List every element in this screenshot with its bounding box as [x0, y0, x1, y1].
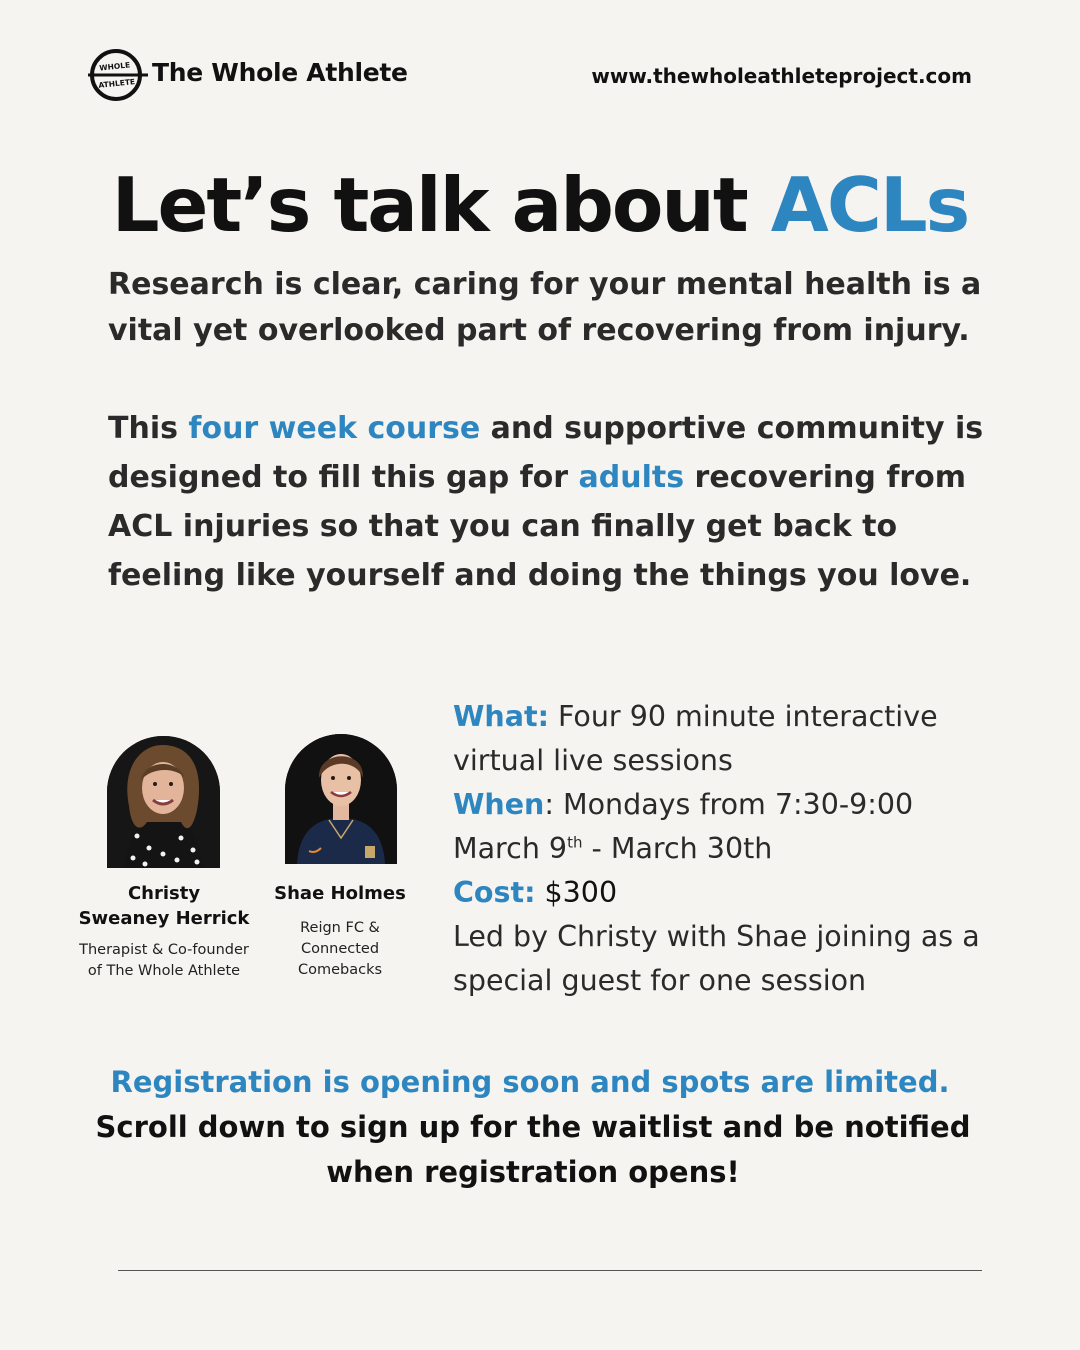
dates-end: - March 30th — [582, 832, 773, 865]
shae-name: Shae Holmes — [274, 883, 406, 904]
brand-name: The Whole Athlete — [152, 58, 408, 87]
waitlist-notice — [0, 1105, 1066, 1195]
shae-photo — [285, 734, 397, 864]
shae-role-line1: Reign FC & — [300, 920, 380, 936]
christy-role — [70, 940, 258, 982]
what-row — [453, 695, 1013, 783]
course-details — [453, 695, 1013, 1003]
dates-row — [453, 827, 1013, 871]
desc-highlight-adults: adults — [578, 460, 685, 495]
waitlist-line1: Scroll down to sign up for the waitlist and be notified — [95, 1110, 971, 1144]
what-label: What: — [453, 700, 549, 733]
christy-role-line2: of The Whole Athlete — [87, 963, 241, 979]
desc-highlight-course: four week course — [188, 411, 481, 446]
shae-role — [270, 918, 410, 981]
christy-role-line1: Therapist & Co-founder — [79, 942, 249, 958]
cost-value: $300 — [535, 876, 618, 909]
waitlist-line2: when registration opens! — [326, 1155, 740, 1189]
registration-notice: Registration is opening soon and spots are limited. — [110, 1065, 950, 1099]
christy-name — [74, 881, 254, 931]
led-by: Led by Christy with Shae joining as a special guest for one session — [453, 920, 980, 997]
title-highlight: ACLs — [770, 161, 969, 249]
when-label: When — [453, 788, 545, 821]
when-row — [453, 783, 1013, 827]
course-description — [108, 404, 998, 600]
christy-name-line1: Christy — [127, 883, 201, 904]
cost-row — [453, 871, 1013, 915]
shae-role-line2: Connected — [300, 941, 380, 957]
dates-sup: th — [567, 833, 583, 852]
desc-part2: and supportive community is designed to fill this gap for — [108, 411, 984, 495]
cost-label: Cost: — [453, 876, 536, 909]
logo-text-top: WHOLE — [98, 60, 131, 73]
whole-athlete-logo — [84, 45, 148, 103]
website-link[interactable]: www.thewholeathleteproject.com — [591, 64, 972, 88]
title-prefix: Let’s talk about — [111, 161, 771, 249]
page-title — [0, 160, 1080, 250]
desc-part1: This — [108, 411, 189, 446]
divider — [118, 1270, 982, 1271]
desc-part3: recovering from ACL injuries so that you can finally get back to feeling like yourself and doing the things you love. — [108, 460, 972, 593]
intro-paragraph: Research is clear, caring for your mental health is a vital yet overlooked part of recovering from injury. — [108, 267, 982, 348]
logo-text-bottom: ATHLETE — [97, 77, 136, 90]
christy-name-line2: Sweaney Herrick — [78, 908, 250, 929]
dates-start: March 9 — [453, 832, 568, 865]
what-value: Four 90 minute interactive virtual live sessions — [453, 700, 938, 777]
when-value: : Mondays from 7:30-9:00 — [544, 788, 914, 821]
christy-photo — [107, 736, 220, 868]
shae-role-line3: Comebacks — [297, 962, 383, 978]
